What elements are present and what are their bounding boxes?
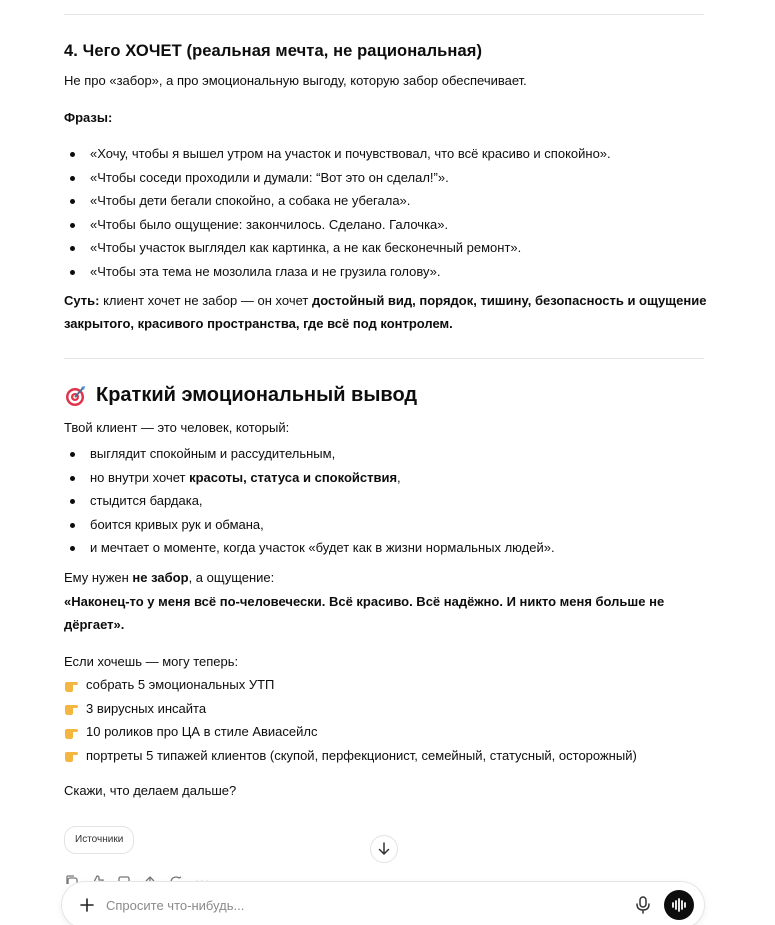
essence-paragraph: Суть: клиент хочет не забор — он хочет достойный вид, порядок, тишину, безопасность и ощущение закрытого, красивого пространства, где всё под контролем. [64, 293, 707, 331]
list-item: «Чтобы дети бегали спокойно, а собака не убегала». [64, 189, 611, 213]
bullet-icon [70, 546, 75, 551]
divider-top [64, 14, 704, 15]
pointing-hand-icon [64, 700, 80, 716]
scroll-down-button[interactable] [370, 835, 398, 863]
list-item: «Чтобы соседи проходили и думали: “Вот это он сделал!”». [64, 166, 611, 190]
summary-intro: Твой клиент — это человек, который: [64, 420, 290, 435]
offers-intro: Если хочешь — могу теперь: [64, 654, 239, 669]
bullet-icon [70, 476, 75, 481]
bullet-icon [70, 523, 75, 528]
list-item: «Чтобы было ощущение: закончилось. Сделано. Галочка». [64, 213, 611, 237]
target-icon [64, 385, 86, 407]
summary-list [64, 442, 555, 560]
list-item: 10 роликов про ЦА в стиле Авиасейлс [64, 720, 637, 744]
bullet-icon [70, 246, 75, 251]
closing-question: Скажи, что делаем дальше? [64, 783, 237, 798]
microphone-icon [635, 896, 651, 914]
divider-middle [64, 358, 704, 359]
quote-paragraph: «Наконец-то у меня всё по-человечески. Всё красиво. Всё надёжно. И никто меня больше не дёргает». [64, 594, 665, 632]
bullet-icon [70, 270, 75, 275]
list-item: «Чтобы участок выглядел как картинка, а не как бесконечный ремонт». [64, 236, 611, 260]
pointing-hand-icon [64, 724, 80, 740]
needs-line: Ему нужен не забор, а ощущение: [64, 570, 275, 585]
section-intro: Не про «забор», а про эмоциональную выгоду, которую забор обеспечивает. [64, 73, 527, 88]
list-item: стыдится бардака, [64, 489, 555, 513]
section-title: 4. Чего ХОЧЕТ (реальная мечта, не рациональная) [64, 42, 483, 60]
list-item: и мечтает о моменте, когда участок «будет как в жизни нормальных людей». [64, 536, 555, 560]
bullet-icon [70, 152, 75, 157]
bullet-icon [70, 199, 75, 204]
dictate-button[interactable] [632, 894, 654, 916]
phrases-label: Фразы: [64, 110, 113, 125]
bullet-icon [70, 499, 75, 504]
list-item: портреты 5 типажей клиентов (скупой, перфекционист, семейный, статусный, осторожный) [64, 744, 637, 768]
sources-button[interactable]: Источники [64, 826, 134, 854]
offers-list [64, 673, 637, 767]
list-item: но внутри хочет красоты, статуса и спокойствия, [64, 466, 555, 490]
list-item: «Чтобы эта тема не мозолила глаза и не грузила голову». [64, 260, 611, 284]
bullet-icon [70, 223, 75, 228]
waveform-icon [671, 898, 687, 912]
add-attachment-button[interactable] [76, 894, 98, 916]
list-item: боится кривых рук и обмана, [64, 513, 555, 537]
list-item: выглядит спокойным и рассудительным, [64, 442, 555, 466]
voice-mode-button[interactable] [664, 890, 694, 920]
arrow-down-icon [377, 842, 391, 856]
bullet-icon [70, 452, 75, 457]
list-item: 3 вирусных инсайта [64, 697, 637, 721]
summary-title: Краткий эмоциональный вывод [64, 384, 417, 407]
plus-icon [79, 897, 95, 913]
list-item: «Хочу, чтобы я вышел утром на участок и почувствовал, что всё красиво и спокойно». [64, 142, 611, 166]
phrases-list [64, 142, 611, 283]
pointing-hand-icon [64, 677, 80, 693]
message-input[interactable] [106, 898, 632, 913]
pointing-hand-icon [64, 747, 80, 763]
message-composer [62, 882, 704, 925]
bullet-icon [70, 176, 75, 181]
list-item: собрать 5 эмоциональных УТП [64, 673, 637, 697]
